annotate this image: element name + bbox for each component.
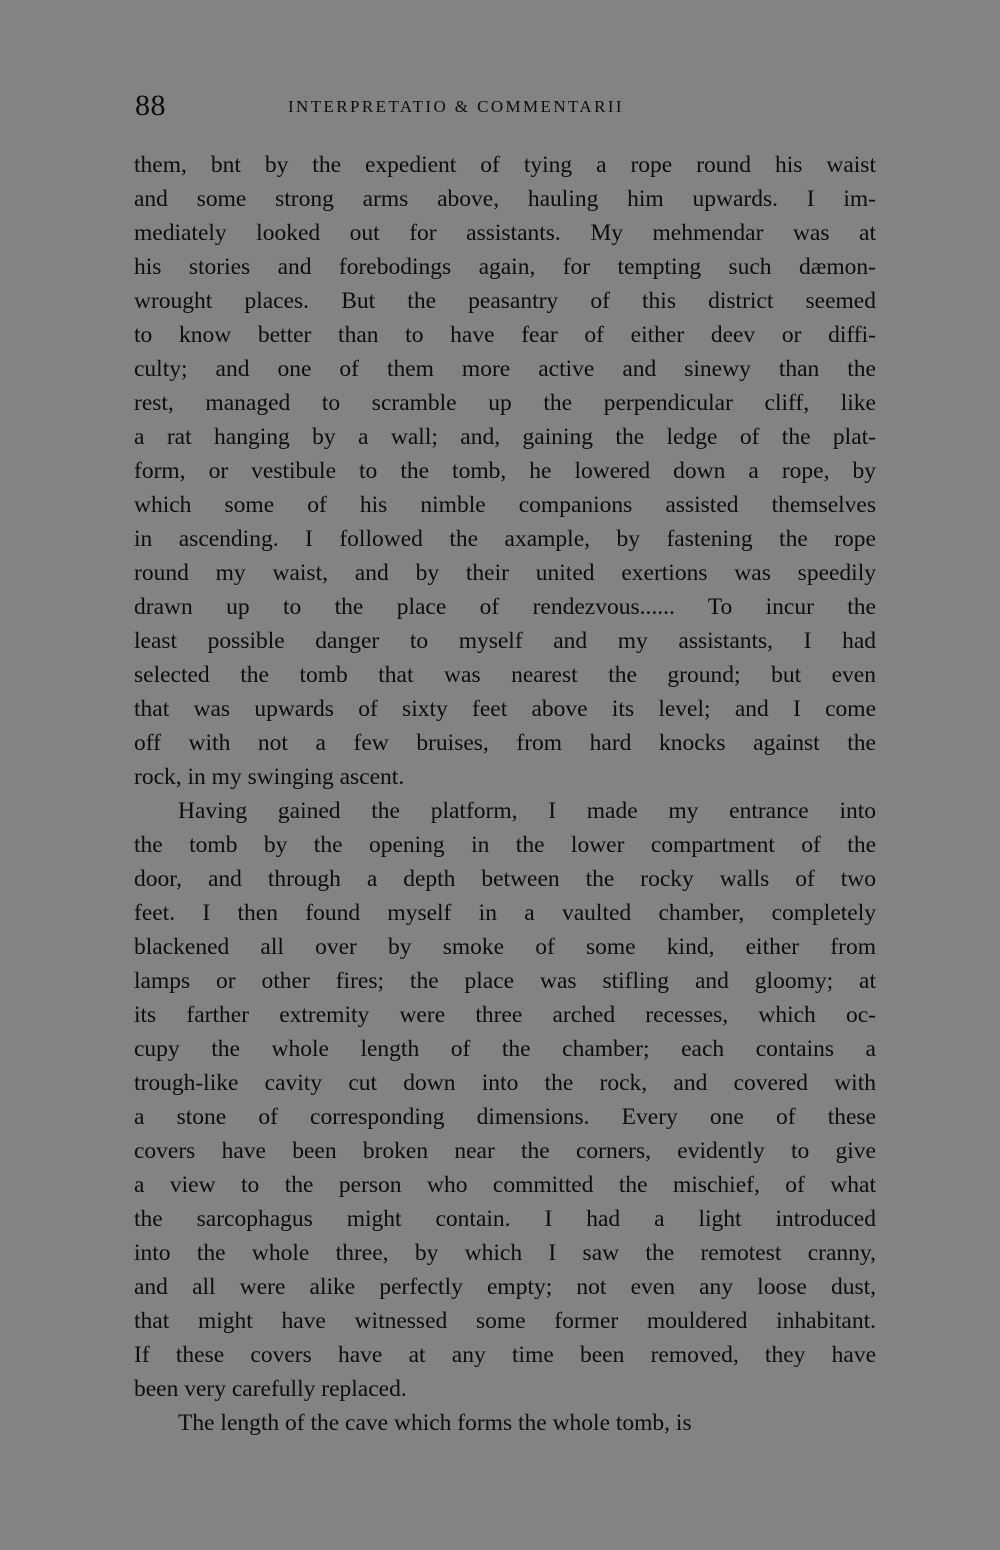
text-line: them, bnt by the expedient of tying a rope round his waist	[134, 152, 876, 178]
text-line: that was upwards of sixty feet above its level; and I come	[134, 696, 876, 722]
text-line: trough-like cavity cut down into the rock, and covered with	[134, 1070, 876, 1096]
page-number: 88	[135, 89, 166, 122]
body-text	[134, 148, 876, 1440]
text-line: into the whole three, by which I saw the remotest cranny,	[134, 1240, 876, 1266]
text-line: least possible danger to myself and my assistants, I had	[134, 628, 876, 654]
text-line: a rat hanging by a wall; and, gaining the ledge of the plat-	[134, 424, 876, 450]
text-line: culty; and one of them more active and sinewy than the	[134, 356, 876, 382]
text-line: wrought places. But the peasantry of this district seemed	[134, 288, 876, 314]
text-line: mediately looked out for assistants. My mehmendar was at	[134, 220, 876, 246]
text-line: drawn up to the place of rendezvous...... To incur the	[134, 594, 876, 620]
text-line: If these covers have at any time been removed, they have	[134, 1342, 876, 1368]
text-line: which some of his nimble companions assisted themselves	[134, 492, 876, 518]
running-head: INTERPRETATIO & COMMENTARII	[288, 97, 624, 116]
text-line: the sarcophagus might contain. I had a light introduced	[134, 1206, 876, 1232]
text-line: a view to the person who committed the mischief, of what	[134, 1172, 876, 1198]
text-line: to know better than to have fear of either deev or diffi-	[134, 322, 876, 348]
page-header	[135, 86, 875, 126]
text-line: feet. I then found myself in a vaulted chamber, completely	[134, 900, 876, 926]
paragraph	[134, 1406, 876, 1440]
text-line: that might have witnessed some former mouldered inhabitant.	[134, 1308, 876, 1334]
text-line: been very carefully replaced.	[134, 1376, 407, 1402]
text-line: blackened all over by smoke of some kind, either from	[134, 934, 876, 960]
paragraph	[134, 148, 876, 794]
text-line: form, or vestibule to the tomb, he lowered down a rope, by	[134, 458, 876, 484]
text-line: covers have been broken near the corners, evidently to give	[134, 1138, 876, 1164]
text-line: Having gained the platform, I made my entrance into	[178, 798, 876, 824]
text-line: in ascending. I followed the axample, by fastening the rope	[134, 526, 876, 552]
text-line: selected the tomb that was nearest the ground; but even	[134, 662, 876, 688]
paragraph	[134, 794, 876, 1406]
text-line: rock, in my swinging ascent.	[134, 764, 405, 790]
text-line: its farther extremity were three arched recesses, which oc-	[134, 1002, 876, 1028]
text-line: and all were alike perfectly empty; not even any loose dust,	[134, 1274, 876, 1300]
text-line: the tomb by the opening in the lower compartment of the	[134, 832, 876, 858]
text-line: door, and through a depth between the rocky walls of two	[134, 866, 876, 892]
text-line: his stories and forebodings again, for tempting such dæmon-	[134, 254, 876, 280]
text-line: and some strong arms above, hauling him upwards. I im-	[134, 186, 876, 212]
text-line: a stone of corresponding dimensions. Every one of these	[134, 1104, 876, 1130]
text-line: off with not a few bruises, from hard knocks against the	[134, 730, 876, 756]
text-line: cupy the whole length of the chamber; each contains a	[134, 1036, 876, 1062]
text-line: rest, managed to scramble up the perpendicular cliff, like	[134, 390, 876, 416]
text-line: The length of the cave which forms the whole tomb, is	[178, 1410, 692, 1436]
text-line: lamps or other fires; the place was stifling and gloomy; at	[134, 968, 876, 994]
text-line: round my waist, and by their united exertions was speedily	[134, 560, 876, 586]
